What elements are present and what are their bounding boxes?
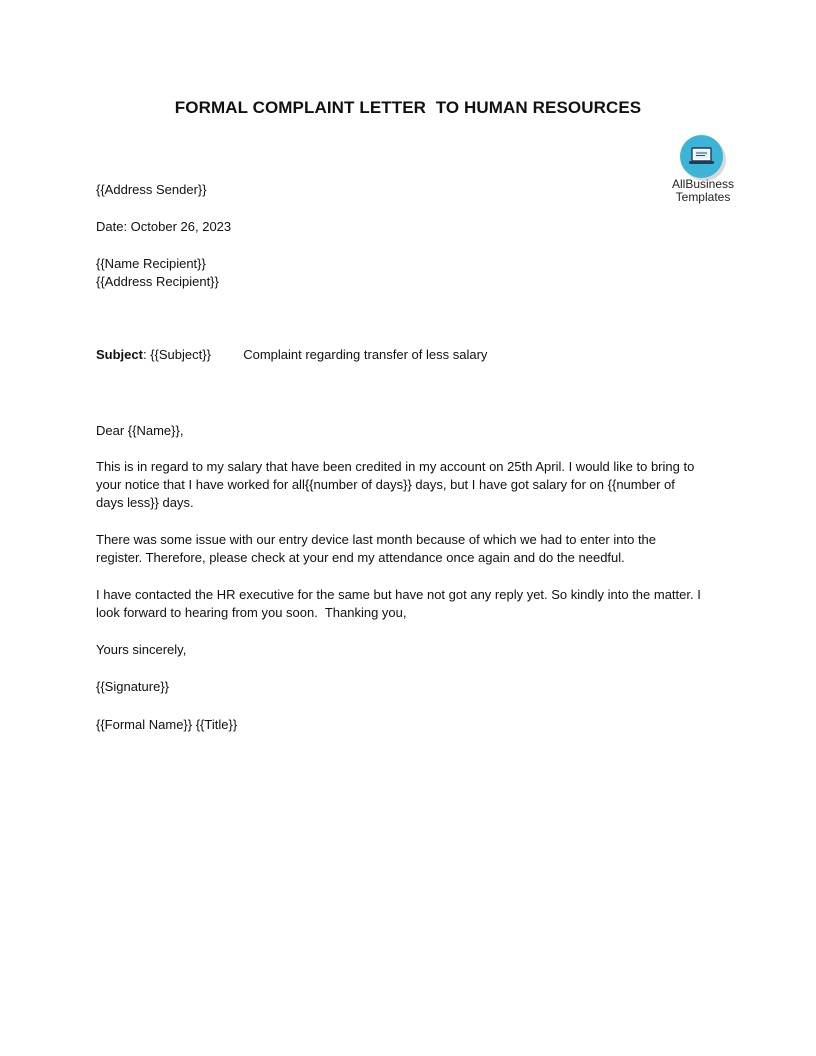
greeting: Dear {{Name}}, [96,423,184,438]
paragraph-line: There was some issue with our entry device last month because of which we had to enter into the [96,532,657,547]
paragraph-line: days less}} days. [96,495,194,510]
subject-placeholder: {{Subject}} [150,347,211,362]
formal-name-title: {{Formal Name}} {{Title}} [96,717,238,732]
letter-date: Date: October 26, 2023 [96,219,232,234]
paragraph-1 [96,458,726,512]
closing: Yours sincerely, [96,642,187,657]
paragraph-2 [96,531,726,567]
subject-line [96,346,726,364]
logo-badge [680,135,723,178]
document-title: FORMAL COMPLAINT LETTER TO HUMAN RESOURCES [174,98,642,117]
laptop-icon [688,146,715,166]
logo-line-1: AllBusiness [671,177,735,191]
sender-address: {{Address Sender}} [96,182,207,197]
recipient-address: {{Address Recipient}} [96,274,219,289]
paragraph-line: This is in regard to my salary that have been credited in my account on 25th April. I would like to bring to [96,459,695,474]
paragraph-line: your notice that I have worked for all{{number of days}} days, but I have got salary for on {{number of [96,477,675,492]
paragraph-line: look forward to hearing from you soon. Thanking you, [96,605,407,620]
recipient-name: {{Name Recipient}} [96,256,206,271]
paragraph-line: I have contacted the HR executive for the same but have not got any reply yet. So kindly into the matter. I [96,587,701,602]
subject-colon: : [142,347,151,362]
recipient-block [96,255,726,291]
subject-text: Complaint regarding transfer of less salary [243,347,488,362]
paragraph-line: register. Therefore, please check at your end my attendance once again and do the needful. [96,550,625,565]
paragraph-3 [96,586,726,622]
subject-label: Subject [96,347,143,362]
signature-placeholder: {{Signature}} [96,679,170,694]
logo-line-2: Templates [675,190,731,204]
